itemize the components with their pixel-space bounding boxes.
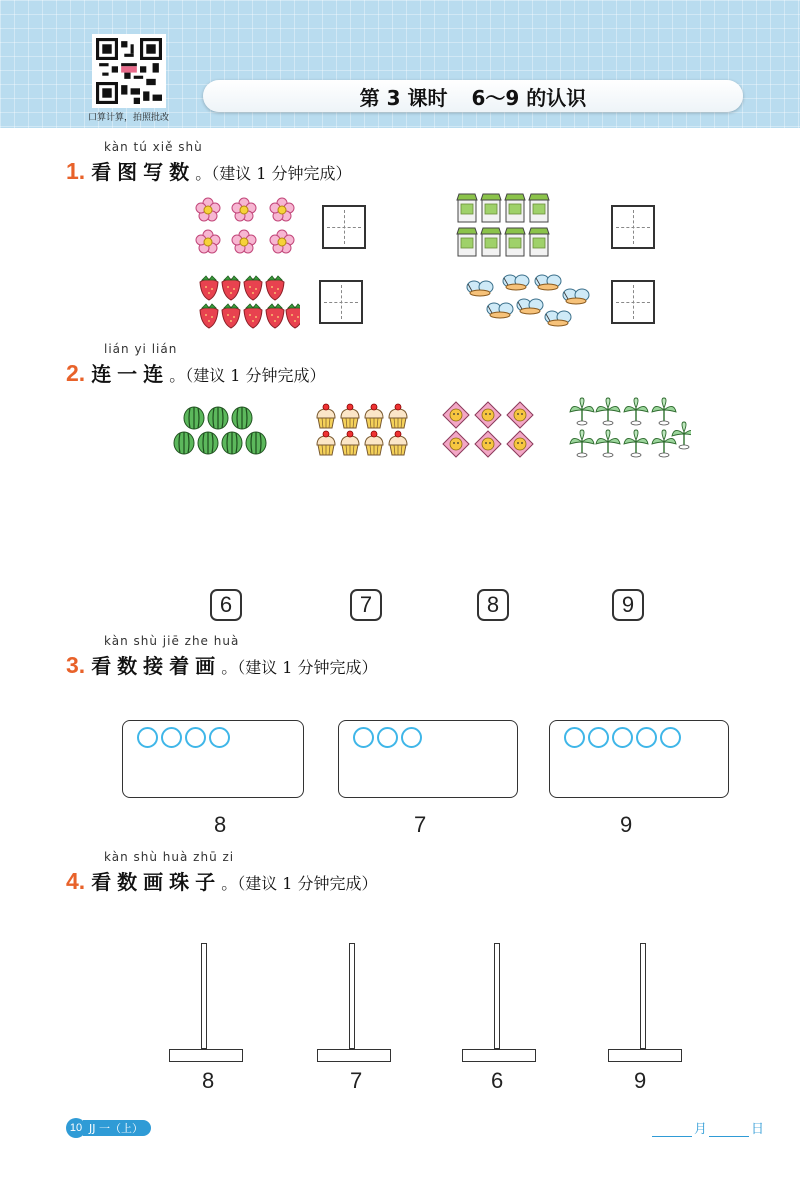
answer-box-butterflies[interactable] bbox=[611, 280, 655, 324]
edition-label: JJ 一（上） bbox=[83, 1120, 151, 1136]
section3-number: 3. bbox=[66, 652, 86, 678]
match-number-8[interactable]: 8 bbox=[477, 589, 509, 621]
draw-box-label-8: 8 bbox=[214, 812, 227, 837]
rod-base bbox=[169, 1049, 243, 1062]
match-number-7[interactable]: 7 bbox=[350, 589, 382, 621]
bead-rod-6[interactable] bbox=[462, 943, 536, 1063]
answer-box-milk[interactable] bbox=[611, 205, 655, 249]
section3-title: 看数接着画 bbox=[91, 654, 222, 678]
section1-number: 1. bbox=[66, 158, 86, 184]
section2-hint: 。（建议 1 分钟完成） bbox=[169, 366, 326, 385]
circle bbox=[401, 727, 422, 748]
section4-title: 看数画珠子 bbox=[91, 870, 222, 894]
section4-hint: 。（建议 1 分钟完成） bbox=[221, 874, 378, 893]
section3-hint: 。（建议 1 分钟完成） bbox=[221, 658, 378, 677]
section3-pinyin: kàn shù jiē zhe huà bbox=[104, 634, 240, 648]
seedlings-picture bbox=[566, 396, 691, 462]
section4-pinyin: kàn shù huà zhū zi bbox=[104, 850, 235, 864]
rod bbox=[349, 943, 355, 1049]
section2-title: 连一连 bbox=[91, 362, 170, 386]
circle bbox=[588, 727, 609, 748]
date-field bbox=[650, 1118, 764, 1137]
circle bbox=[660, 727, 681, 748]
draw-box-label-7: 7 bbox=[414, 812, 427, 837]
match-number-9[interactable]: 9 bbox=[612, 589, 644, 621]
circle bbox=[612, 727, 633, 748]
rod bbox=[201, 943, 207, 1049]
day-blank[interactable] bbox=[709, 1123, 749, 1137]
match-number-6[interactable]: 6 bbox=[210, 589, 242, 621]
circle-row bbox=[137, 727, 230, 748]
lesson-title-bar bbox=[203, 80, 743, 112]
month-label: 月 bbox=[694, 1122, 708, 1137]
bead-rod-label-7: 7 bbox=[350, 1068, 363, 1093]
watermelons-picture bbox=[170, 405, 270, 457]
circle bbox=[564, 727, 585, 748]
section2-heading bbox=[66, 358, 326, 387]
rod bbox=[640, 943, 646, 1049]
bead-rod-7[interactable] bbox=[317, 943, 391, 1063]
circle bbox=[377, 727, 398, 748]
answer-box-strawberries[interactable] bbox=[319, 280, 363, 324]
section2-number: 2. bbox=[66, 360, 86, 386]
section1-hint: 。（建议 1 分钟完成） bbox=[195, 164, 352, 183]
page-badge bbox=[66, 1118, 151, 1138]
circle bbox=[137, 727, 158, 748]
answer-box-flowers[interactable] bbox=[322, 205, 366, 249]
circle bbox=[161, 727, 182, 748]
draw-box-9[interactable] bbox=[549, 720, 729, 798]
section4-number: 4. bbox=[66, 868, 86, 894]
bead-rod-9[interactable] bbox=[608, 943, 682, 1063]
page-number: 10 bbox=[66, 1118, 86, 1138]
circle bbox=[209, 727, 230, 748]
section1-pinyin: kàn tú xiě shù bbox=[104, 140, 203, 154]
flowers-picture bbox=[190, 192, 305, 262]
strawberries-picture bbox=[195, 272, 300, 332]
cupcakes-picture bbox=[312, 400, 412, 458]
header-band bbox=[0, 0, 800, 128]
draw-box-8[interactable] bbox=[122, 720, 304, 798]
rod bbox=[494, 943, 500, 1049]
circle-row bbox=[353, 727, 422, 748]
month-blank[interactable] bbox=[652, 1123, 692, 1137]
draw-box-7[interactable] bbox=[338, 720, 518, 798]
circle bbox=[185, 727, 206, 748]
section4-heading bbox=[66, 866, 378, 895]
section1-heading bbox=[66, 156, 352, 185]
section3-heading bbox=[66, 650, 378, 679]
circle-row bbox=[564, 727, 681, 748]
circle bbox=[636, 727, 657, 748]
bead-rod-label-6: 6 bbox=[491, 1068, 504, 1093]
qr-code-icon[interactable] bbox=[92, 34, 166, 108]
section2-pinyin: lián yi lián bbox=[104, 342, 178, 356]
milk-cartons-picture bbox=[455, 190, 555, 262]
draw-box-label-9: 9 bbox=[620, 812, 633, 837]
bead-rod-8[interactable] bbox=[169, 943, 243, 1063]
qr-caption: 口算计算，拍照批改 bbox=[88, 113, 170, 123]
section1-title: 看图写数 bbox=[91, 160, 196, 184]
butterflies-picture bbox=[458, 268, 593, 334]
rod-base bbox=[462, 1049, 536, 1062]
rod-base bbox=[608, 1049, 682, 1062]
diamond-faces-picture bbox=[442, 400, 534, 460]
rod-base bbox=[317, 1049, 391, 1062]
bead-rod-label-9: 9 bbox=[634, 1068, 647, 1093]
bead-rod-label-8: 8 bbox=[202, 1068, 215, 1093]
lesson-topic: 6～9 的认识 bbox=[471, 85, 587, 110]
day-label: 日 bbox=[751, 1122, 765, 1137]
circle bbox=[353, 727, 374, 748]
lesson-number: 第 3 课时 bbox=[359, 85, 448, 110]
qr-code-graphic bbox=[96, 38, 162, 104]
